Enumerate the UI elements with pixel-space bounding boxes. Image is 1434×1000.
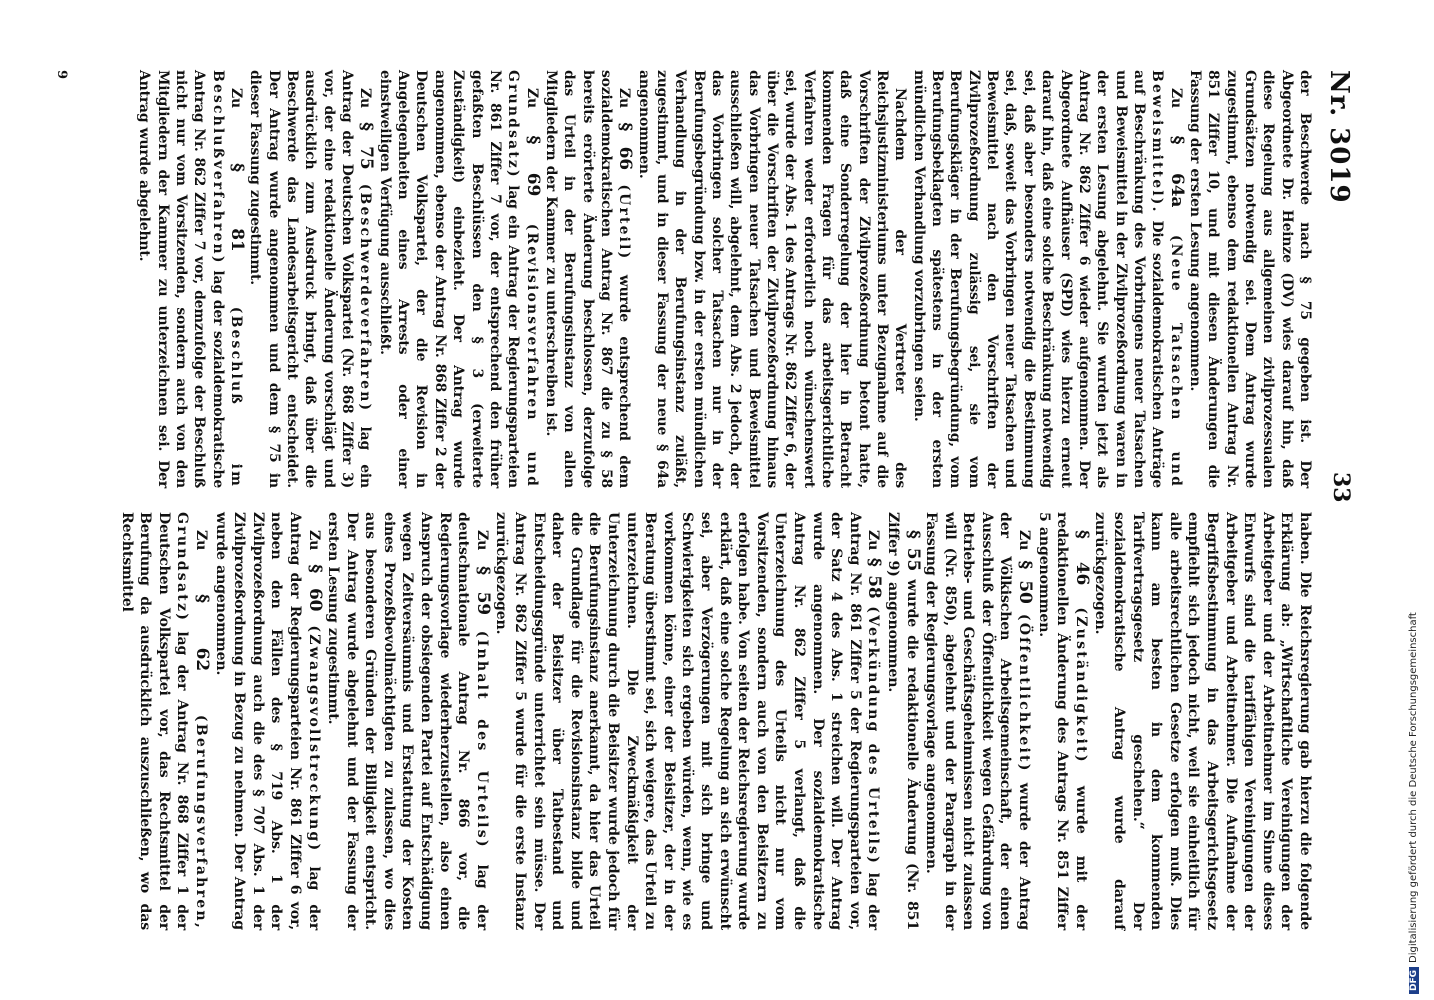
paragraph <box>246 70 375 488</box>
paragraph <box>922 512 1035 930</box>
section-lead: Zu <box>1167 88 1184 108</box>
section-title: (Revisionsverfahren und Grundsatz) <box>505 70 540 488</box>
section-number: § 55 <box>902 530 923 572</box>
section-number: § 81 <box>227 163 248 252</box>
section-lead: Zu <box>865 530 882 551</box>
section-lead: Zu <box>616 88 633 108</box>
section-number: § 69 <box>522 135 543 197</box>
section-lead: Zu <box>473 530 490 551</box>
paragraph-text: der Beschwerde nach § 75 gegeben ist. Der Abgeordnete Dr. Heinze (DV) wies darauf hin, daß diese Regelung aus allgemeinen zivilprozessualen Grundsätzen notwendig sei. Dem Antrag wurde zugestimmt, ebenso dem redaktionellen Antrag Nr. 851 Ziffer 10, und mit diesen Änderungen die Fassung der ersten Lesung angenommen. <box>1186 70 1313 488</box>
section-title: (Zwangsvollstreckung) <box>305 625 322 853</box>
paragraph-text: lag der Antrag der Regierungsparteien Nr. 861 Ziffer 6 vor, neben den Fällen des § 719 Abs. 1 der Zivilprozeßordnung auch die des § 707 Abs. 1 der Zivilprozeßordnung in Bezug zu nehmen. Der Antrag wurde angenommen. <box>212 512 322 931</box>
paragraph <box>909 70 1185 488</box>
paragraph-text: haben. Die Reichsregierung gab hierzu die folgende Erklärung ab: „Wirtschaftliche Vereinigungen der Arbeitgeber und der Arbeitnehmer im Sinne dieses Entwurfs sind die tariffähigen Vereinigungen der Arbeitgeber und Arbeitnehmer. Die Aufnahme der Begriffsbestimmung in das Arbeitsgerichtsgesetz empfiehlt sich jedoch nicht, weil sie einheitlich für alle arbeitsrechtlichen Gesetze erfolgen muß. Dies kann am besten in dem kommenden Tarifvertragsgesetz geschehen.“ Der sozialdemokratische Antrag wurde darauf zurückgezogen. <box>1092 512 1313 930</box>
paragraph <box>1091 512 1314 930</box>
paragraph-text: Nachdem der Vertreter des Reichsjustizministeriums unter Bezugnahme auf die Vorschriften der Zivilprozeßordnung betont hatte, daß eine Sonderregelung der hier in Betracht kommenden Fragen für das arbeitsgerichtliche Verfahren weder erforderlich noch wünschenswert sei, wurde der Abs. 1 des Antrags Nr. 862 Ziffer 6, der über die Vorschriften der Zivilprozeßordnung hinaus das Vorbringen neuer Tatsachen und Beweismittel ausschließen will, abgelehnt, dem Abs. 2 jedoch, der das Vorbringen solcher Tatsachen nur in der Berufungsbegründung bzw. in der ersten mündlichen Verhandlung in der Berufungsinstanz zuläßt, zugestimmt, und in dieser Fassung der neue § 64a angenommen. <box>635 70 909 488</box>
section-title: (Urteil) <box>616 184 633 261</box>
section-lead: Zu <box>192 530 209 551</box>
section-title: (Öffentlichkeit) <box>1016 613 1033 773</box>
section-number: § 50 <box>1015 560 1036 604</box>
paragraph-text: wurde mit der redaktionellen Änderung des Antrags Nr. 851 Ziffer 5 angenommen. <box>1035 512 1089 930</box>
section-number: § 75 <box>356 122 377 170</box>
paragraph <box>135 70 246 488</box>
dfg-logo-icon: DFG <box>1409 967 1419 994</box>
digitization-credit <box>1408 434 1419 994</box>
section-lead: Zu <box>523 88 540 108</box>
section-lead: Zu <box>357 88 374 108</box>
page-header <box>1314 70 1354 930</box>
paragraph <box>492 512 883 930</box>
paragraph <box>883 512 921 930</box>
paragraph <box>1034 512 1091 930</box>
paragraph-text: lag der Antrag Nr. 868 Ziffer 1 der Deutschen Volkspartei vor, das Rechtsmittel der Berufung da ausdrücklich auszuschließen, wo das Rechtsmittel <box>118 512 191 931</box>
document-number: Nr. 3019 <box>1324 70 1354 204</box>
paragraph-text: wurde entsprechend dem sozialdemokratischen Antrag Nr. 867 die zu § 58 bereits erörterte Änderung beschlossen, derzufolge das Urteil in der Berufungsinstanz von allen Mitgliedern der Kammer zu unterschreiben ist. <box>542 70 633 489</box>
paragraph <box>634 70 909 488</box>
section-lead: Zu <box>305 530 322 551</box>
section-title: (Verkündung des Urteils) <box>865 606 882 866</box>
paragraph-text: lag ein Antrag der Deutschen Volkspartei (Nr. 868 Ziffer 3) vor, der eine redaktionelle Änderung vorschlägt und ausdrücklich zum Ausdruck bringt, daß über die Beschwerde das Landesarbeitsgericht entscheidet. Der Antrag wurde angenommen und dem § 75 in dieser Fassung zugestimmt. <box>247 70 374 488</box>
section-title: (Zuständigkeit) <box>1072 607 1089 764</box>
section-number: § 60 <box>304 564 325 612</box>
paragraph-text: lag der deutschnationale Antrag Nr. 866 vor, die Regierungsvorlage wiederherzustellen, also einen Anspruch der obsiegenden Partei auf Entschädigung wegen Zeitversäumnis und Erstattung der Kosten eines Prozeßbevollmächtigten zu zulassen, wo dies aus besonderen Gründen der Billigkeit entspricht. Der Antrag wurde abgelehnt und der Fassung der ersten Lesung zugestimmt. <box>325 512 490 931</box>
section-number: § 58 <box>864 557 885 599</box>
page-number: 33 <box>1328 472 1354 503</box>
paragraph-text: lag der Antrag Nr. 861 Ziffer 5 der Regierungsparteien vor, der Satz 4 des Abs. 1 streichen will. Der Antrag wurde angenommen. Der sozialdemokratische Antrag Nr. 862 Ziffer 5 verlangt, daß die Unterzeichnung des Urteils nicht nur vom Vorsitzenden, sondern auch von den Beisitzern zu erfolgen habe. Von seiten der Reichsregierung wurde erklärt, daß eine solche Regelung an sich erwünscht sei, aber Verzögerungen mit sich bringe und Schwierigkeiten sich ergeben würden, wenn, wie es vorkommen könne, einer der Beisitzer, der in der Beratung überstimmt sei, sich weigere, das Urteil zu unterzeichnen. Die Zweckmäßigkeit der Unterzeichnung durch die Beisitzer wurde jedoch für die Berufungsinstanz anerkannt, da hier das Urteil die Grundlage für die Revisionsinstanz bilde und daher der Beisitzer über Tatbestand und Entscheidungsgründe unterrichtet sein müsse. Der Antrag Nr. 862 Ziffer 5 wurde für die erste Instanz zurückgezogen. <box>493 512 882 930</box>
paragraph-text: lag der sozialdemokratische Antrag Nr. 862 Ziffer 7 vor, demzufolge der Beschluß nicht nur vom Vorsitzenden, sondern auch von den Mitgliedern der Kammer zu unterzeichnen sei. Der Antrag wurde abgelehnt. <box>136 70 226 489</box>
right-text-column <box>117 512 1314 930</box>
section-number: § 66 <box>615 122 636 170</box>
section-title: (Neue Tatsachen und Beweismittel). <box>1149 70 1184 488</box>
credit-text: Digitalisierung gefördert durch die Deutsche Forschungsgemeinschaft <box>1408 612 1419 963</box>
paragraph-text: wurde der Antrag der Völkischen Arbeitsgemeinschaft, der einen Ausschluß der Öffentlichkeit wegen Gefährdung von Betriebs- und Geschäftsgeheimnissen nicht zulassen will (Nr. 850), abgelehnt und der Paragraph in der Fassung der Regierungsvorlage angenommen. <box>923 512 1033 930</box>
paragraph-text: wurde die redaktionelle Änderung (Nr. 851 Ziffer 9) angenommen. <box>884 512 920 930</box>
section-lead: Zu <box>228 88 245 108</box>
paragraph <box>117 512 211 930</box>
section-number: § 62 <box>191 594 212 672</box>
section-number: § 64a <box>1166 135 1187 208</box>
section-lead: Zu <box>1016 530 1033 551</box>
section-title: (Beschluß im Beschlußverfahren) <box>209 70 245 488</box>
printer-signature-mark: 9 <box>54 70 69 80</box>
left-text-column <box>135 70 1314 488</box>
section-title: (Berufungsverfahren, Grundsatz) <box>174 512 209 930</box>
paragraph <box>211 512 324 930</box>
paragraph <box>375 70 541 488</box>
paragraph-text: Die sozialdemokratischen Anträge auf Beschränkung des Vorbringens neuer Tatsachen und Beweismittel in der Zivilprozeßordnung waren in der ersten Lesung abgelehnt. Sie wurden jetzt als Antrag Nr. 862 Ziffer 6 wieder aufgenommen. Der Abgeordnete Aufhäuser (SPD) wies hierzu erneut darauf hin, daß eine solche Beschränkung notwendig sei, daß aber besonders notwendig die Bestimmung sei, daß, soweit das Vorbringen neuer Tatsachen und Beweismittel nach den Vorschriften der Zivilprozeßordnung zulässig sei, sie vom Berufungskläger in der Berufungsbegründung, vom Berufungsbeklagten spätestens in der ersten mündlichen Verhandlung vorzubringen seien. <box>910 70 1166 488</box>
paragraph <box>1186 70 1314 488</box>
section-number: § 59 <box>472 566 493 615</box>
paragraph-text: lag ein Antrag der Regierungsparteien Nr. 861 Ziffer 7 vor, der entsprechend den früher gefaßten Beschlüssen den § 3 (erweiterte Zuständigkeit) einbezieht. Der Antrag wurde angenommen, ebenso der Antrag Nr. 868 Ziffer 2 der Deutschen Volkspartei, der die Revision in Angelegenheiten eines Arrests oder einer einstweiligen Verfügung ausschließt. <box>376 70 522 489</box>
section-title: (Inhalt des Urteils) <box>473 630 490 849</box>
paragraph <box>542 70 635 488</box>
section-number: § 46 <box>1071 530 1092 586</box>
paragraph <box>324 512 492 930</box>
section-title: (Beschwerdeverfahren) <box>357 183 374 413</box>
